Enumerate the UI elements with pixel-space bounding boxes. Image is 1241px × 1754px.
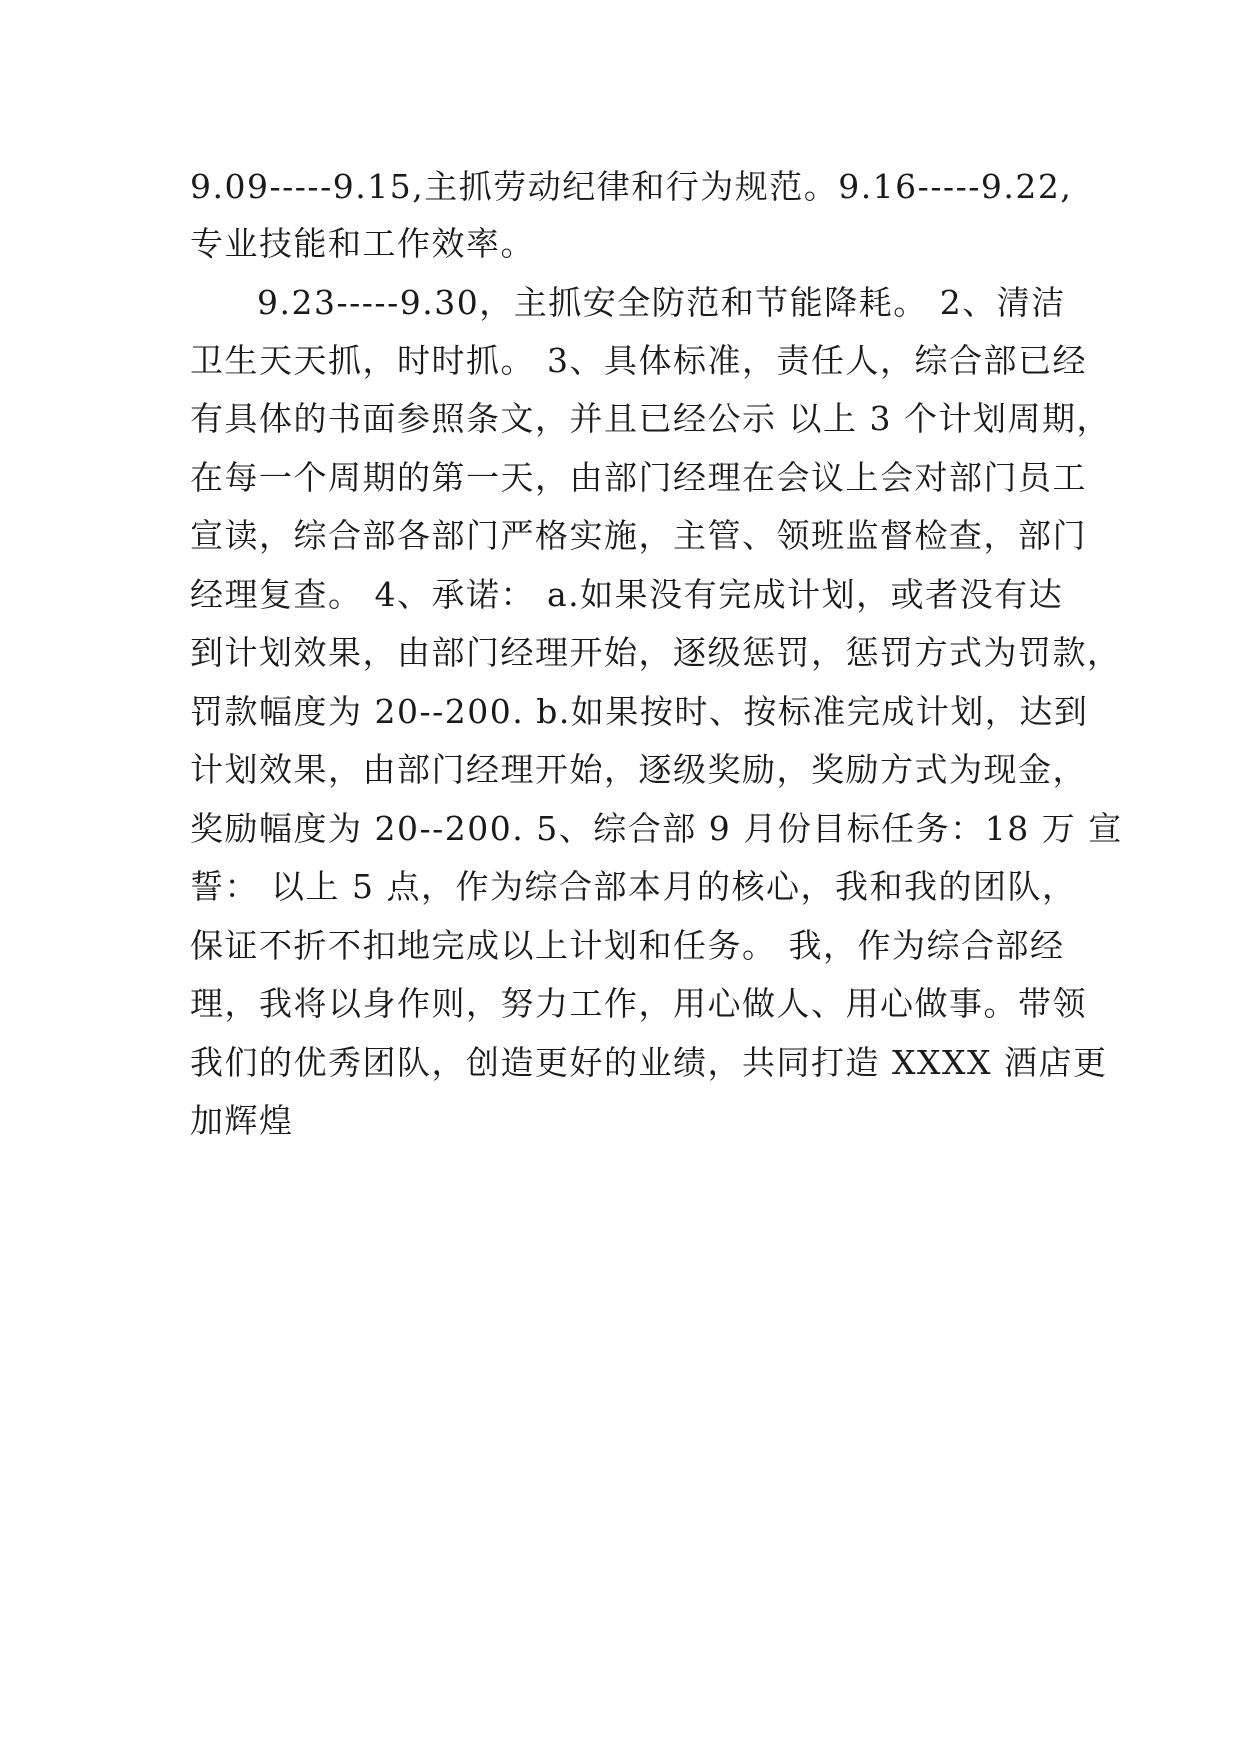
text-line-1: 9.09-----9.15,主抓劳动纪律和行为规范。9.16-----9.22, xyxy=(190,167,1073,206)
text-line-9: 到计划效果，由部门经理开始，逐级惩罚，惩罚方式为罚款， xyxy=(190,633,1122,672)
text-line-13: 誓： 以上 5 点，作为综合部本月的核心，我和我的团队， xyxy=(190,867,1077,906)
text-line-2: 专业技能和工作效率。 xyxy=(190,224,535,263)
text-line-10: 罚款幅度为 20--200. b.如果按时、按标准完成计划，达到 xyxy=(190,692,1089,731)
text-line-12: 奖励幅度为 20--200. 5、综合部 9 月份目标任务：18 万 宣 xyxy=(190,809,1123,848)
text-line-5: 有具体的书面参照条文，并且已经公示 以上 3 个计划周期， xyxy=(190,399,1111,438)
text-line-4: 卫生天天抓，时时抓。 3、具体标准，责任人，综合部已经 xyxy=(190,341,1087,380)
text-line-6: 在每一个周期的第一天，由部门经理在会议上会对部门员工 xyxy=(190,458,1087,497)
text-line-16: 我们的优秀团队，创造更好的业绩，共同打造 XXXX 酒店更 xyxy=(190,1043,1108,1082)
text-line-17: 加辉煌 xyxy=(190,1101,294,1140)
text-line-3: 9.23-----9.30，主抓安全防范和节能降耗。 2、清洁 xyxy=(257,283,1066,322)
text-line-11: 计划效果，由部门经理开始，逐级奖励，奖励方式为现金， xyxy=(190,750,1087,789)
text-line-14: 保证不折不扣地完成以上计划和任务。 我，作为综合部经 xyxy=(190,926,1065,965)
text-line-15: 理，我将以身作则，努力工作，用心做人、用心做事。带领 xyxy=(190,984,1087,1023)
text-line-8: 经理复查。 4、承诺： a.如果没有完成计划，或者没有达 xyxy=(190,575,1064,614)
text-line-7: 宣读，综合部各部门严格实施，主管、领班监督检查，部门 xyxy=(190,516,1087,555)
